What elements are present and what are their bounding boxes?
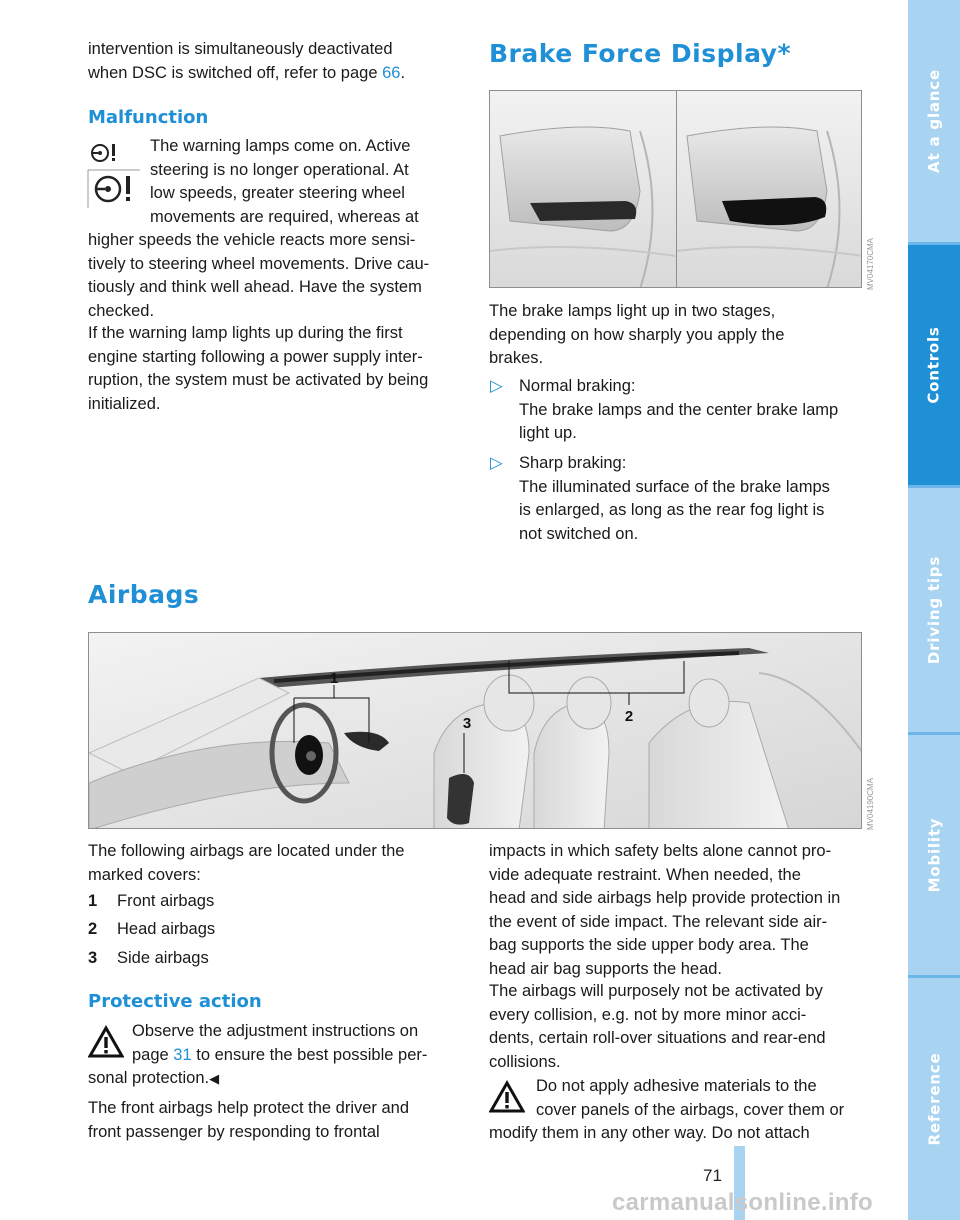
airbags-image-code: MV04190CMA xyxy=(866,777,875,830)
watermark: carmanualsonline.info xyxy=(612,1189,874,1216)
adhesive-warning-text: Do not apply adhesive materials to the cover panels of the airbags, cover them or xyxy=(536,1077,845,1119)
airbags-figure xyxy=(88,632,862,829)
adhesive-warning-text-continued: modify them in any other way. Do not attach xyxy=(489,1124,810,1142)
brake-image-code: MV04170CMA xyxy=(866,237,875,290)
airbag-item: 1 Front airbags xyxy=(88,892,215,910)
airbag-item: 3 Side airbags xyxy=(88,949,209,967)
tab-driving-tips[interactable]: Driving tips xyxy=(908,488,960,732)
page-link-31[interactable]: 31 xyxy=(173,1045,192,1064)
activation-paragraph: The airbags will purposely not be activated by every collision, e.g. not by more minor acci- dents, certain roll-over situations and rear-end collisions. xyxy=(489,982,826,1071)
airbag-item: 2 Head airbags xyxy=(88,920,216,938)
bullet-arrow-icon: ▷ xyxy=(490,454,503,472)
callout-3: 3 xyxy=(462,715,472,732)
brake-lamps-figure xyxy=(489,90,862,288)
protective-action-heading: Protective action xyxy=(88,991,262,1012)
tab-mobility[interactable]: Mobility xyxy=(908,735,960,975)
intro-paragraph: intervention is simultaneously deactivated when DSC is switched off, refer to page 66. xyxy=(88,40,406,82)
malfunction-text-indented: The warning lamps come on. Active steering is no longer operational. At low speeds, greater steering wheel movements are required, whereas at xyxy=(150,137,419,226)
airbags-intro: The following airbags are located under the marked covers: xyxy=(88,842,405,884)
brake-force-heading: Brake Force Display* xyxy=(489,39,792,68)
bullet-sharp-braking: ▷ Sharp braking: The illuminated surface of the brake lamps is enlarged, as long as the rear fog light is not switched on. xyxy=(490,454,830,543)
callout-2: 2 xyxy=(624,708,634,725)
page-link-66[interactable]: 66 xyxy=(382,63,401,82)
malfunction-text-continued: higher speeds the vehicle reacts more sensi- tively to steering wheel movements. Drive cau- tiously and think well ahead. Have the system checked. xyxy=(88,231,430,320)
callout-1: 1 xyxy=(329,670,339,687)
tab-at-a-glance[interactable]: At a glance xyxy=(908,0,960,242)
warning-triangle-icon xyxy=(88,1025,124,1059)
initialization-paragraph: If the warning lamp lights up during the first engine starting following a power supply inter- ruption, the system must be activated by being initialized. xyxy=(88,324,429,413)
bullet-arrow-icon: ▷ xyxy=(490,377,503,395)
front-airbags-paragraph: The front airbags help protect the driver and front passenger by responding to frontal xyxy=(88,1099,410,1141)
warning-triangle-icon xyxy=(489,1080,525,1114)
airbags-right-paragraph: impacts in which safety belts alone cannot pro- vide adequate restraint. When needed, the head and side airbags help provide protection in the event of side impact. The relevant side air- bag supports the side upper body area. The head air bag supports the head. xyxy=(489,842,841,978)
page-number: 71 xyxy=(703,1166,722,1185)
bullet-normal-braking: ▷ Normal braking: The brake lamps and the center brake lamp light up. xyxy=(490,377,839,442)
tab-controls[interactable]: Controls xyxy=(908,245,960,485)
section-sidebar xyxy=(908,0,960,1220)
end-marker-icon: ◀ xyxy=(209,1071,220,1086)
steering-warning-icon xyxy=(86,140,142,210)
airbags-heading: Airbags xyxy=(88,580,200,609)
malfunction-heading: Malfunction xyxy=(88,107,209,128)
brake-intro-paragraph: The brake lamps light up in two stages, depending on how sharply you apply the brakes. xyxy=(489,302,785,367)
warning-adjustment-text-end: sonal protection.◀ xyxy=(88,1069,220,1087)
warning-adjustment-text: Observe the adjustment instructions on page 31 to ensure the best possible per- xyxy=(132,1022,428,1064)
tab-reference[interactable]: Reference xyxy=(908,978,960,1220)
